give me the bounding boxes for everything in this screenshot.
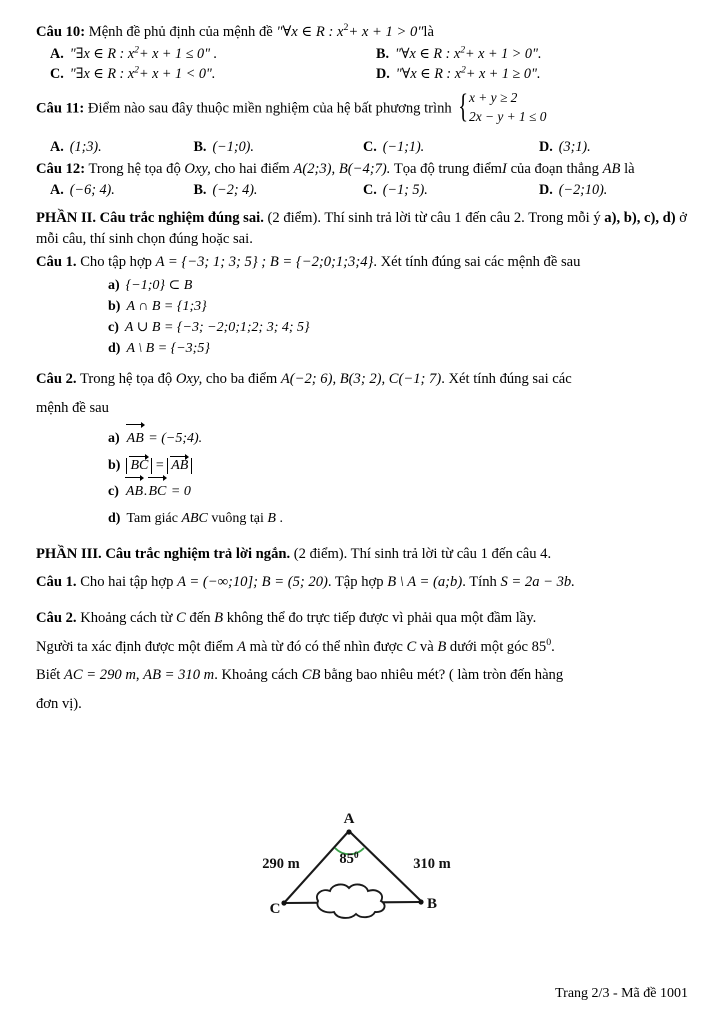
option-11-B[interactable]	[179, 138, 349, 158]
question-10-suffix: là	[423, 24, 434, 40]
option-12-B-value: (−2; 4).	[212, 182, 258, 199]
question-12-text-4: của đoạn thẳng	[510, 160, 599, 177]
option-12-D-key: D.	[538, 182, 553, 199]
option-10-C[interactable]	[36, 65, 362, 85]
question-11-text: Điểm nào sau đây thuộc miền nghiệm của hệ bất phương trình	[87, 100, 452, 117]
part-2-question-2-text-2: cho ba điểm	[205, 371, 278, 388]
option-12-B-key: B.	[193, 182, 207, 199]
question-10-options-row-2	[36, 65, 688, 85]
part-2-q2-item-c-value: AB.BC = 0	[125, 484, 191, 499]
part-2-question-1-text-1: Cho tập hợp	[80, 254, 152, 271]
p3q2-point-a: A	[237, 638, 246, 655]
option-10-B-value: "∀x ∈ R : $x^2+ x + 1 > 0$".	[395, 43, 542, 62]
figure-label-ac-length: 290 m	[262, 856, 300, 872]
part-2-q2-item-b	[36, 453, 688, 480]
figure-label-angle: $85^0$	[339, 851, 359, 867]
part-2-question-2	[36, 365, 688, 422]
part-2-bold-items: a), b), c), d)	[604, 209, 676, 226]
p3q2-angle: $85^0$	[531, 637, 552, 655]
option-10-A-value: "∃x ∈ R : $x^2+ x + 1 \le 0$" .	[69, 43, 218, 62]
part-2-q2-item-d-value: Tam giác ABC vuông tại B .	[126, 510, 283, 526]
part-2-question-2-text-3: . Xét tính đúng sai các	[441, 371, 572, 388]
question-12-text-1: Trong hệ tọa độ	[88, 160, 181, 177]
part-2-q1-item-c-key: c)	[108, 320, 119, 336]
part-2-q1-item-c-value: A ∪ B = {−3; −2;0;1;2; 3; 4; 5}	[124, 320, 310, 336]
part-2-question-2-text-4: mệnh đề sau	[36, 399, 109, 416]
system-brace: {	[457, 88, 468, 126]
vector-ab: AB	[126, 426, 145, 453]
question-10	[36, 22, 688, 43]
p3q2-line4: đơn vị).	[36, 695, 82, 712]
question-12-text-5: là	[624, 160, 635, 177]
part-2-q2-item-c	[36, 479, 688, 506]
option-10-D-key: D.	[376, 66, 390, 83]
part-3-question-1-text-3: . Tính	[462, 573, 497, 590]
vector-ab-3: AB	[125, 479, 144, 506]
question-12-label: Câu 12:	[36, 160, 86, 177]
option-10-A-key: A.	[50, 45, 64, 62]
p3q2-point-c2: C	[406, 638, 417, 655]
part-3-question-2-label: Câu 2.	[36, 610, 77, 627]
swamp-cloud-icon	[317, 884, 385, 917]
p3q2-line1-a: Khoảng cách từ	[80, 610, 177, 627]
part-2-heading	[36, 208, 688, 251]
part-2-q2-item-a-key: a)	[108, 431, 120, 447]
question-12-options	[36, 181, 688, 201]
vector-bc-2: BC	[148, 479, 168, 506]
option-11-B-value: (−1;0).	[212, 138, 254, 155]
part-2-question-2-coord: Oxy,	[175, 371, 203, 388]
option-11-A-value: (1;3).	[69, 138, 102, 155]
part-2-q2-item-b-value: BC = AB	[126, 458, 192, 473]
question-12	[36, 159, 688, 180]
question-11-system	[455, 88, 547, 126]
part-2-q2-item-d-key: d)	[108, 510, 121, 526]
option-11-B-key: B.	[193, 138, 207, 155]
part-3-question-2	[36, 604, 688, 718]
p3q2-line1-b: đến	[185, 610, 215, 627]
vertex-dot-b	[418, 899, 423, 904]
option-12-A[interactable]	[36, 181, 179, 201]
figure-label-a: A	[343, 811, 355, 827]
part-3-question-1-text-2: . Tập hợp	[327, 573, 384, 590]
p3q2-point-c: C	[176, 610, 186, 627]
option-10-B-key: B.	[376, 45, 390, 62]
part-3-body: (2 điểm). Thí sinh trả lời từ câu 1 đến câu 4.	[290, 546, 552, 563]
option-12-A-value: (−6; 4).	[69, 182, 115, 199]
part-3-question-1-set-a: A = (−∞;10];	[177, 573, 259, 590]
p3q2-ab-value: AB = 310 m	[143, 667, 215, 684]
option-12-C-key: C.	[362, 182, 377, 199]
option-11-C-value: (−1;1).	[382, 138, 425, 155]
option-10-A[interactable]	[36, 45, 362, 65]
option-12-B[interactable]	[179, 181, 349, 201]
part-2-q2-item-b-key: b)	[108, 457, 121, 473]
option-10-D-value: "∀x ∈ R : $x^2+ x + 1 \ge 0$".	[395, 64, 541, 83]
part-2-question-2-points: A(−2; 6), B(3; 2), C(−1; 7)	[280, 371, 442, 388]
part-2-question-1-set-a: A = {−3; 1; 3; 5} ;	[155, 254, 267, 271]
triangle-diagram-svg	[236, 806, 486, 956]
part-2-q1-item-b-value: A ∩ B = {1;3}	[126, 299, 207, 315]
option-10-C-value: "∃x ∈ R : $x^2+ x + 1 < 0$".	[69, 64, 216, 83]
p3q2-line3-c: . Khoảng cách	[214, 667, 302, 684]
page-footer: Trang 2/3 - Mã đề 1001	[555, 986, 688, 1001]
p3q2-point-b: B	[214, 610, 224, 627]
part-2-q1-item-d-value: A \ B = {−3;5}	[126, 341, 210, 357]
question-10-statement: "∀x ∈ R : $x^2+ x + 1 > 0$"	[276, 22, 424, 40]
part-3-question-1-label: Câu 1.	[36, 573, 77, 590]
option-10-D[interactable]	[362, 65, 688, 85]
p3q2-line2-f: dưới một góc	[446, 638, 532, 655]
option-12-C[interactable]	[349, 181, 525, 201]
part-3-heading	[36, 544, 688, 565]
part-2-question-2-label: Câu 2.	[36, 371, 77, 388]
p3q2-line2-d: và	[416, 638, 438, 655]
option-11-A-key: A.	[50, 138, 64, 155]
option-12-A-key: A.	[50, 182, 64, 199]
part-3-question-1-text-1: Cho hai tập hợp	[80, 573, 174, 590]
question-12-text-3: Tọa độ trung điểm	[393, 160, 503, 177]
option-12-C-value: (−1; 5).	[382, 182, 428, 199]
part-2-q1-item-c	[36, 317, 688, 338]
option-11-D-value: (3;1).	[558, 138, 591, 155]
figure-label-c: C	[269, 901, 281, 917]
part-3-question-1-diff: B \ A = (a;b)	[387, 573, 463, 590]
part-3-question-1	[36, 572, 688, 593]
part-2-question-1-label: Câu 1.	[36, 254, 77, 271]
part-2-question-1-text-2: . Xét tính đúng sai các mệnh đề sau	[373, 254, 581, 271]
option-11-D-key: D.	[538, 138, 553, 155]
part-2-body: (2 điểm). Thí sinh trả lời từ câu 1 đến câu 2. Trong mỗi ý	[263, 209, 605, 226]
p3q2-line2-b: mà từ đó có thể nhìn được	[246, 638, 407, 655]
p3q2-line3-b: ,	[135, 667, 144, 684]
p3q2-point-b2: B	[437, 638, 447, 655]
part-2-q2-item-a	[36, 426, 688, 453]
system-row-2: 2x − y + 1 ≤ 0	[469, 108, 547, 124]
vector-ab-2: AB	[171, 457, 189, 473]
p3q2-line3-d: bằng bao nhiêu mét? ( làm tròn đến hàng	[320, 667, 564, 684]
part-2-q2-item-d	[36, 506, 688, 533]
question-12-segment: AB	[602, 160, 621, 177]
question-12-coord-system: Oxy,	[184, 160, 211, 177]
part-2-q1-item-b	[36, 296, 688, 317]
option-11-A[interactable]	[36, 138, 179, 158]
p3q2-line2-g: .	[551, 638, 555, 655]
part-2-question-1	[36, 252, 688, 273]
vertex-dot-c	[281, 900, 286, 905]
p3q2-line3-a: Biết	[36, 667, 64, 684]
question-10-text: Mệnh đề phủ định của mệnh đề	[88, 24, 273, 40]
figure-label-ab-length: 310 m	[413, 856, 451, 872]
question-12-point-i: I	[502, 160, 507, 177]
vertex-dot-a	[346, 829, 351, 834]
question-12-points: A(2;3), B(−4;7).	[293, 160, 391, 177]
part-2-question-1-set-b: B = {−2;0;1;3;4}	[269, 254, 374, 271]
part-2-q1-item-d	[36, 338, 688, 359]
question-10-options-row-1	[36, 45, 688, 65]
part-2-q1-item-a-key: a)	[108, 278, 120, 294]
part-2-q2-item-c-key: c)	[108, 484, 119, 500]
question-10-label: Câu 10:	[36, 24, 86, 40]
part-3-question-1-set-b: B = (5; 20)	[261, 573, 328, 590]
p3q2-line2-a: Người ta xác định được một điểm	[36, 638, 238, 655]
system-row-1: x + y ≥ 2	[469, 89, 518, 105]
option-10-C-key: C.	[50, 66, 64, 83]
part-3-question-1-formula: S = 2a − 3b.	[500, 573, 575, 590]
option-11-C[interactable]	[349, 138, 525, 158]
part-2-q2-item-a-value: AB = (−5;4).	[126, 431, 203, 446]
option-12-D[interactable]	[525, 181, 688, 201]
part-2-title: PHẦN II. Câu trắc nghiệm đúng sai.	[36, 209, 264, 226]
p3q2-ac-value: AC = 290 m	[63, 667, 136, 684]
part-2-q1-item-a-value: {−1;0} ⊂ B	[125, 278, 193, 294]
part-2-question-2-text-1: Trong hệ tọa độ	[79, 371, 173, 388]
figure-label-b: B	[426, 896, 438, 912]
part-2-q1-item-a	[36, 275, 688, 296]
part-2-q1-item-d-key: d)	[108, 341, 121, 357]
option-10-B[interactable]	[362, 45, 688, 65]
question-12-text-2: cho hai điểm	[214, 160, 290, 177]
part-2-q1-item-b-key: b)	[108, 299, 121, 315]
option-12-D-value: (−2;10).	[558, 182, 608, 199]
question-11	[36, 90, 688, 128]
option-11-C-key: C.	[362, 138, 377, 155]
question-11-label: Câu 11:	[36, 100, 85, 117]
part-3-title: PHẦN III. Câu trắc nghiệm trả lời ngắn.	[36, 546, 291, 563]
question-11-options	[36, 138, 688, 158]
p3q2-line1-e: không thể đo trực tiếp được vì phải qua một đầm lầy.	[223, 610, 537, 627]
triangle-figure	[236, 806, 486, 956]
option-11-D[interactable]	[525, 138, 688, 158]
part-2-body-end: ở mỗi câu, thí sinh chọn đúng hoặc sai.	[36, 209, 688, 248]
vector-bc: BC	[130, 457, 149, 473]
p3q2-cb-label: CB	[301, 667, 321, 684]
